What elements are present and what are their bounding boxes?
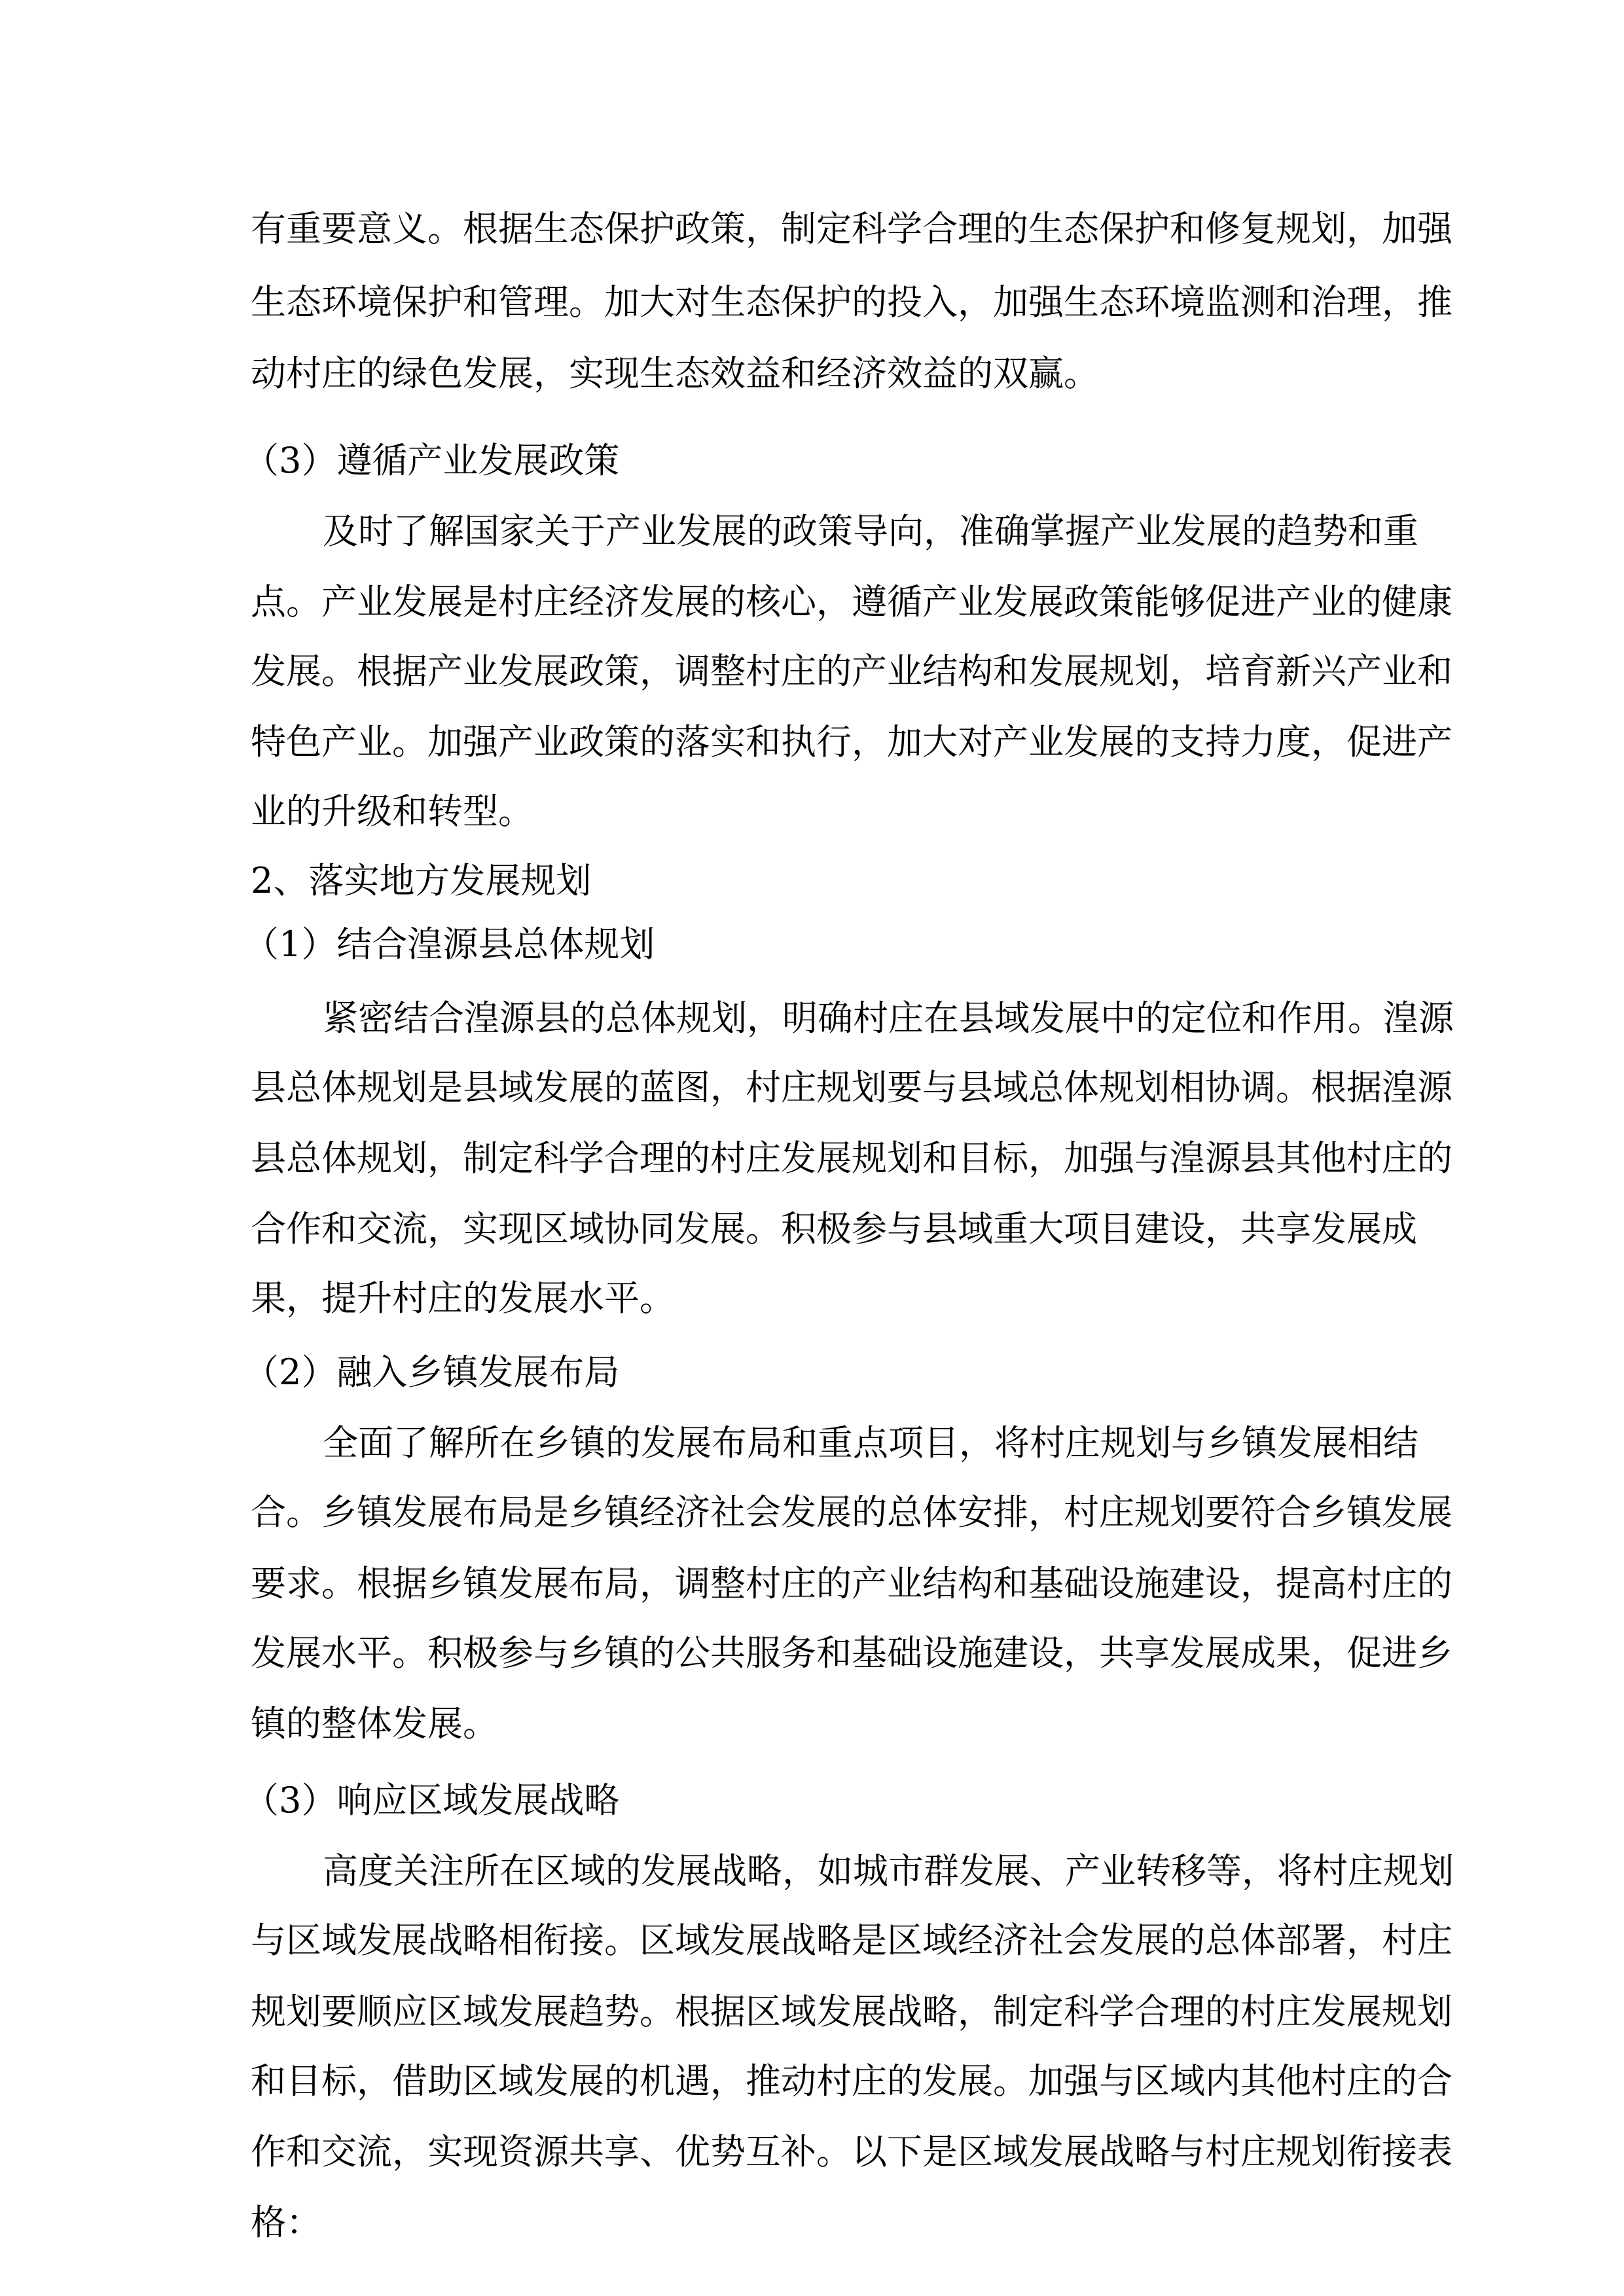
text-line: 格：: [251, 2202, 321, 2243]
text-line: 动村庄的绿色发展，实现生态效益和经济效益的双赢。: [251, 353, 1099, 394]
text-line: 全面了解所在乡镇的发展布局和重点项目，将村庄规划与乡镇发展相结: [323, 1422, 1418, 1463]
text-line: 点。产业发展是村庄经济发展的核心，遵循产业发展政策能够促进产业的健康: [251, 581, 1453, 622]
text-line: 特色产业。加强产业政策的落实和执行，加大对产业发展的支持力度，促进产: [251, 721, 1453, 762]
text-line: 业的升级和转型。: [251, 791, 533, 832]
text-line: 发展。根据产业发展政策，调整村庄的产业结构和发展规划，培育新兴产业和: [251, 651, 1453, 692]
text-line: 有重要意义。根据生态保护政策，制定科学合理的生态保护和修复规划，加强: [251, 208, 1453, 249]
text-line: 合。乡镇发展布局是乡镇经济社会发展的总体安排，村庄规划要符合乡镇发展: [251, 1492, 1453, 1533]
text-line: 及时了解国家关于产业发展的政策导向，准确掌握产业发展的趋势和重: [323, 511, 1418, 552]
section-heading: （3）响应区域发展战略: [244, 1780, 620, 1821]
text-line: 高度关注所在区域的发展战略，如城市群发展、产业转移等，将村庄规划: [323, 1850, 1454, 1892]
text-line: 县总体规划是县域发展的蓝图，村庄规划要与县域总体规划相协调。根据湟源: [251, 1067, 1453, 1108]
text-line: 要求。根据乡镇发展布局，调整村庄的产业结构和基础设施建设，提高村庄的: [251, 1563, 1453, 1604]
text-line: 发展水平。积极参与乡镇的公共服务和基础设施建设，共享发展成果，促进乡: [251, 1632, 1453, 1674]
section-heading: （1）结合湟源县总体规划: [244, 924, 655, 965]
section-heading: （2）融入乡镇发展布局: [244, 1352, 620, 1393]
text-line: 与区域发展战略相衔接。区域发展战略是区域经济社会发展的总体部署，村庄: [251, 1920, 1453, 1961]
text-line: 紧密结合湟源县的总体规划，明确村庄在县域发展中的定位和作用。湟源: [323, 997, 1454, 1039]
text-line: 镇的整体发展。: [251, 1703, 498, 1744]
text-line: 2、落实地方发展规划: [251, 860, 592, 901]
text-line: 合作和交流，实现区域协同发展。积极参与县域重大项目建设，共享发展成: [251, 1208, 1417, 1249]
text-line: 县总体规划，制定科学合理的村庄发展规划和目标，加强与湟源县其他村庄的: [251, 1138, 1453, 1179]
text-line: 和目标，借助区域发展的机遇，推动村庄的发展。加强与区域内其他村庄的合: [251, 2060, 1453, 2102]
section-heading: （3）遵循产业发展政策: [244, 440, 620, 481]
text-line: 作和交流，实现资源共享、优势互补。以下是区域发展战略与村庄规划衔接表: [251, 2131, 1453, 2172]
text-line: 生态环境保护和管理。加大对生态保护的投入，加强生态环境监测和治理，推: [251, 281, 1453, 323]
text-line: 果，提升村庄的发展水平。: [251, 1278, 675, 1319]
text-line: 规划要顺应区域发展趋势。根据区域发展战略，制定科学合理的村庄发展规划: [251, 1991, 1453, 2032]
